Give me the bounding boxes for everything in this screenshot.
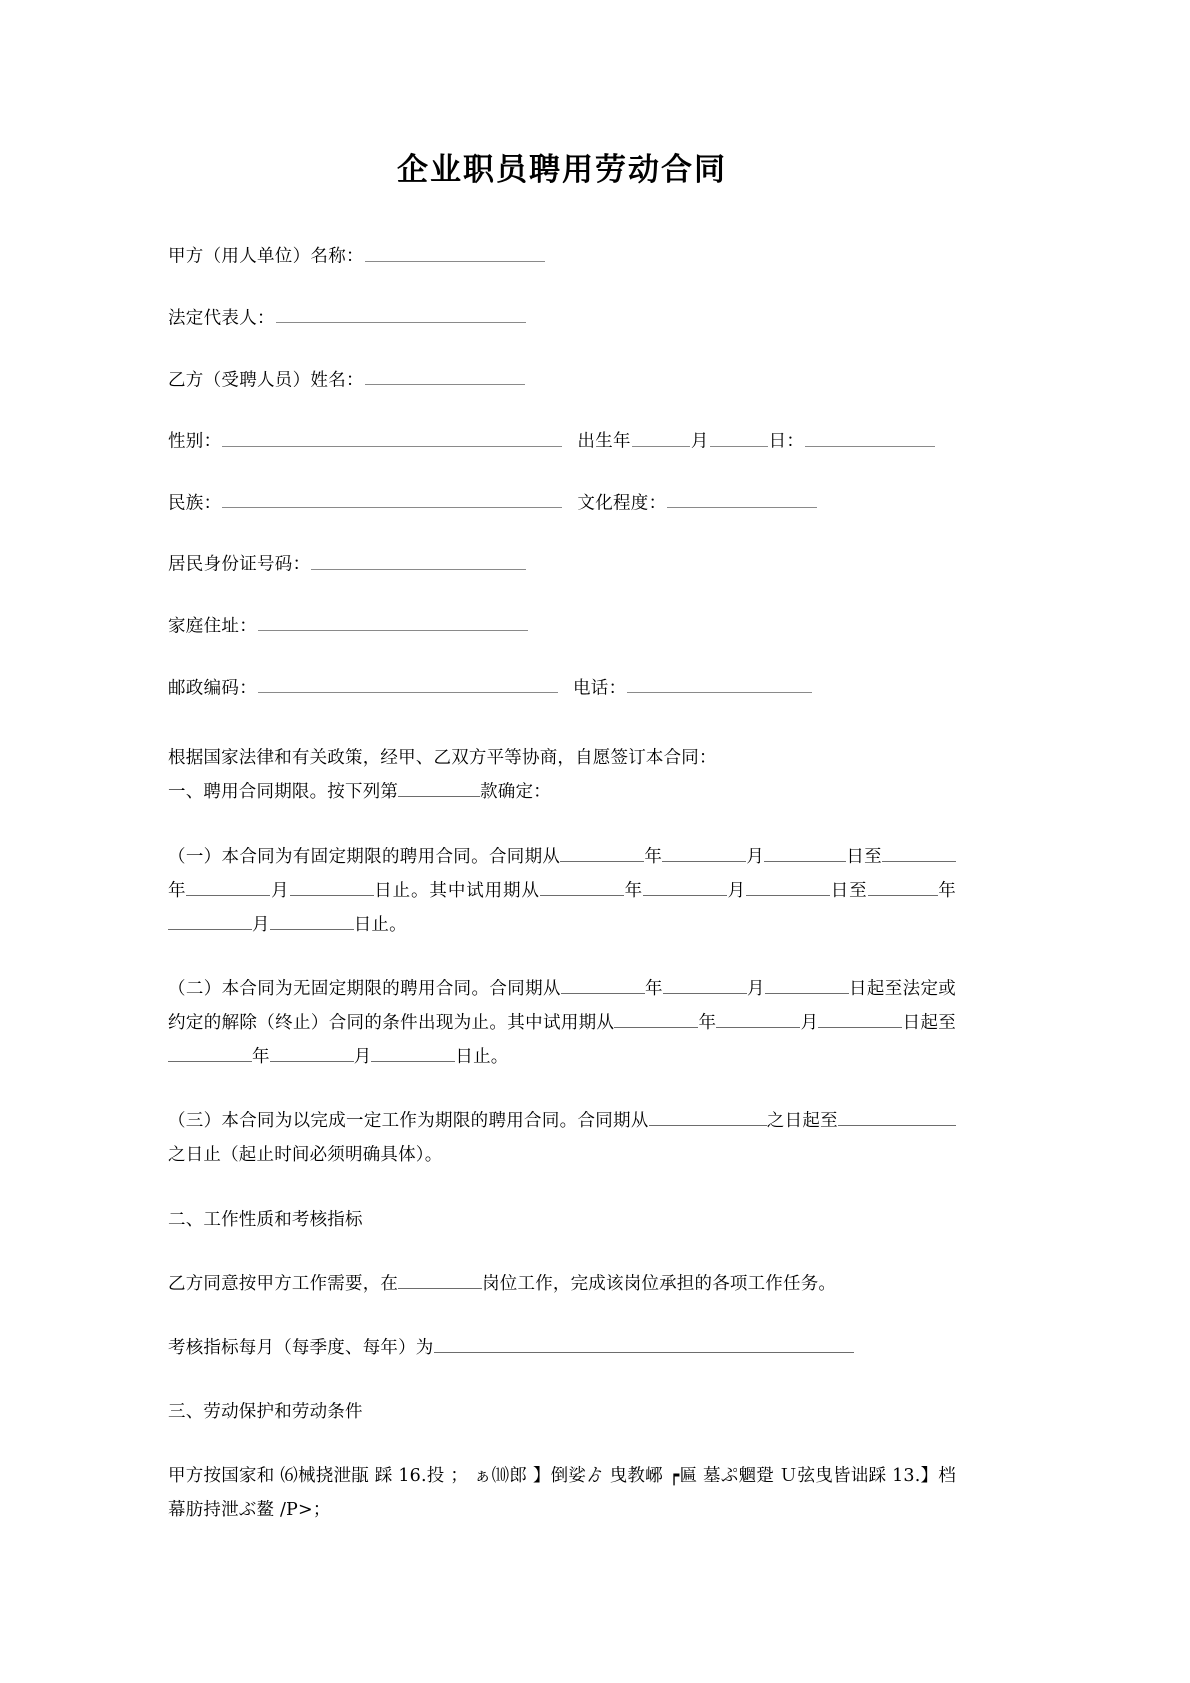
field-label-education: 文化程度： bbox=[577, 493, 667, 514]
field-row-gender-birth bbox=[168, 427, 956, 455]
clause-two-blank-trial-year[interactable] bbox=[614, 1009, 698, 1028]
clause-two-blank-trial-end-day[interactable] bbox=[371, 1043, 455, 1062]
garbled-line-2: 诎踩 13.】档幕肪持泄ぶ鳌 /P>； bbox=[168, 1466, 956, 1521]
field-label-gender: 性别： bbox=[168, 431, 222, 452]
document-content bbox=[168, 0, 956, 1527]
clause-two-blank-start-day[interactable] bbox=[765, 975, 849, 994]
clause-one-month-1: 月 bbox=[746, 846, 765, 867]
clause-one-blank-trial-month[interactable] bbox=[643, 877, 727, 896]
clause-three-blank-start[interactable] bbox=[649, 1107, 767, 1126]
clause-one-blank-trial-year[interactable] bbox=[540, 877, 624, 896]
field-label-employee-name: 乙方（受聘人员）姓名： bbox=[168, 369, 364, 390]
garbled-line-1: 甲方按国家和 ⑹械挠泄瓹 踩 16.投 ； ぁ⑽郎 】倒娑ゟ 曳教峫 ┍匾 墓ぷ魍跫 Ｕ弦曳皆 bbox=[168, 1466, 851, 1487]
field-row-ethnicity-education bbox=[168, 489, 956, 517]
clause-three-blank-end[interactable] bbox=[838, 1107, 956, 1126]
clause-one-year-2: 年 bbox=[168, 880, 187, 901]
clause-two-year-1: 年 bbox=[644, 978, 663, 999]
clause-one-month-2: 月 bbox=[270, 880, 290, 901]
clause-three-paragraph bbox=[168, 1104, 956, 1172]
field-label-birth-year: 出生年 bbox=[577, 431, 631, 452]
section-three-heading: 三、劳动保护和劳动条件 bbox=[168, 1401, 363, 1422]
field-label-birth-day: 日： bbox=[768, 431, 805, 452]
field-row-id-number bbox=[168, 550, 956, 578]
clause-two-text-1: （二）本合同为无固定期限的聘用合同。合同期从 bbox=[168, 978, 561, 999]
clause-one-blank-end-day[interactable] bbox=[290, 877, 374, 896]
clause-one-blank-start-day[interactable] bbox=[764, 843, 846, 862]
clause-two-month-1: 月 bbox=[746, 978, 765, 999]
clause-one-end-4: 日止。 bbox=[353, 914, 407, 935]
clause-one-year-1: 年 bbox=[644, 846, 663, 867]
clause-one-dayto-1: 日至 bbox=[846, 846, 883, 867]
clause-one-paragraph bbox=[168, 840, 956, 942]
intro-paragraph: 根据国家法律和有关政策，经甲、乙双方平等协商，自愿签订本合同： bbox=[168, 748, 717, 769]
contract-body bbox=[168, 741, 956, 1527]
field-row-employer-name bbox=[168, 242, 956, 270]
field-row-home-address bbox=[168, 612, 956, 640]
section-two-para-pre: 乙方同意按甲方工作需要，在 bbox=[168, 1273, 399, 1294]
assessment-label: 考核指标每月（每季度、每年）为 bbox=[168, 1337, 434, 1358]
clause-two-year-3: 年 bbox=[252, 1047, 270, 1068]
field-blank-birth-year[interactable] bbox=[632, 427, 690, 446]
clause-three-end: 之日止（起止时间必须明确具体）。 bbox=[168, 1145, 443, 1166]
field-label-birth-month: 月 bbox=[690, 431, 709, 452]
clause-two-paragraph bbox=[168, 972, 956, 1074]
clause-two-blank-start-year[interactable] bbox=[561, 975, 645, 994]
clause-two-start-3: 日起至 bbox=[902, 1013, 957, 1034]
field-blank-phone[interactable] bbox=[627, 674, 812, 693]
section-one-heading-post: 款确定： bbox=[480, 782, 551, 803]
clause-two-blank-trial-day[interactable] bbox=[818, 1009, 902, 1028]
field-blank-birth-month[interactable] bbox=[710, 427, 768, 446]
field-blank-birth-day[interactable] bbox=[805, 427, 935, 446]
clause-one-blank-end-month[interactable] bbox=[186, 877, 270, 896]
field-blank-id-number[interactable] bbox=[311, 550, 526, 569]
field-row-employee-name bbox=[168, 366, 956, 394]
clause-one-year-4: 年 bbox=[937, 880, 956, 901]
section-one-clause-blank[interactable] bbox=[398, 779, 480, 798]
field-blank-legal-representative[interactable] bbox=[276, 304, 526, 323]
clause-one-month-4: 月 bbox=[252, 914, 270, 935]
field-label-postcode: 邮政编码： bbox=[168, 678, 257, 699]
field-blank-employee-name[interactable] bbox=[365, 366, 525, 385]
clause-one-dayto-3: 日至 bbox=[830, 880, 868, 901]
party-information-fields bbox=[168, 242, 956, 701]
clause-two-blank-trial-month[interactable] bbox=[716, 1009, 800, 1028]
field-blank-postcode[interactable] bbox=[258, 674, 558, 693]
clause-one-text-1: （一）本合同为有固定期限的聘用合同。合同期从 bbox=[168, 846, 561, 867]
field-row-legal-representative bbox=[168, 304, 956, 332]
clause-two-blank-trial-end-year[interactable] bbox=[168, 1043, 252, 1062]
field-label-legal-representative: 法定代表人： bbox=[168, 308, 275, 329]
clause-one-end-2: 日止。其中试用期从 bbox=[373, 880, 540, 901]
clause-one-blank-start-month[interactable] bbox=[662, 843, 746, 862]
clause-two-text-2: 法定或约定的解除（终止）合同的条件出现为止。其中试用期从 bbox=[168, 978, 957, 1034]
clause-two-end-3: 日止。 bbox=[455, 1047, 509, 1068]
clause-one-year-3: 年 bbox=[623, 880, 643, 901]
clause-two-blank-start-month[interactable] bbox=[663, 975, 747, 994]
field-blank-employer-name[interactable] bbox=[365, 242, 545, 261]
clause-two-blank-trial-end-month[interactable] bbox=[270, 1043, 354, 1062]
field-label-employer-name: 甲方（用人单位）名称： bbox=[168, 246, 364, 267]
section-two-paragraph bbox=[168, 1267, 956, 1301]
clause-one-blank-end-year-pre[interactable] bbox=[882, 843, 956, 862]
section-two-position-blank[interactable] bbox=[398, 1270, 482, 1289]
field-label-home-address: 家庭住址： bbox=[168, 616, 257, 637]
clause-two-year-2: 年 bbox=[698, 1013, 717, 1034]
field-blank-ethnicity[interactable] bbox=[222, 489, 562, 508]
section-two-heading: 二、工作性质和考核指标 bbox=[168, 1209, 363, 1230]
clause-two-start-1: 日起至 bbox=[848, 978, 903, 999]
clause-one-month-3: 月 bbox=[726, 880, 747, 901]
field-label-id-number: 居民身份证号码： bbox=[168, 554, 311, 575]
clause-three-text-1: （三）本合同为以完成一定工作为期限的聘用合同。合同期从 bbox=[168, 1111, 649, 1132]
section-two-para-post: 岗位工作，完成该岗位承担的各项工作任务。 bbox=[482, 1273, 837, 1294]
clause-two-month-3: 月 bbox=[353, 1047, 372, 1068]
field-row-postcode-phone bbox=[168, 674, 956, 702]
clause-three-from: 之日起至 bbox=[766, 1111, 838, 1132]
field-blank-education[interactable] bbox=[667, 489, 817, 508]
assessment-line bbox=[168, 1331, 956, 1365]
field-blank-gender[interactable] bbox=[222, 427, 562, 446]
garbled-paragraph bbox=[168, 1459, 956, 1527]
page-title: 企业职员聘用劳动合同 bbox=[397, 152, 727, 188]
clause-one-blank-start-year[interactable] bbox=[560, 843, 644, 862]
assessment-blank[interactable] bbox=[434, 1334, 854, 1353]
clause-one-blank-trial-end-year-pre[interactable] bbox=[868, 877, 938, 896]
field-label-ethnicity: 民族： bbox=[168, 493, 222, 514]
clause-two-month-2: 月 bbox=[800, 1013, 819, 1034]
clause-one-blank-trial-end-day[interactable] bbox=[270, 911, 354, 930]
field-label-phone: 电话： bbox=[573, 678, 627, 699]
section-one-heading-pre: 一、聘用合同期限。按下列第 bbox=[168, 782, 399, 803]
clause-one-blank-trial-end-month[interactable] bbox=[168, 911, 252, 930]
field-blank-home-address[interactable] bbox=[258, 612, 528, 631]
section-one-heading bbox=[168, 775, 956, 809]
clause-one-blank-trial-day[interactable] bbox=[746, 877, 830, 896]
